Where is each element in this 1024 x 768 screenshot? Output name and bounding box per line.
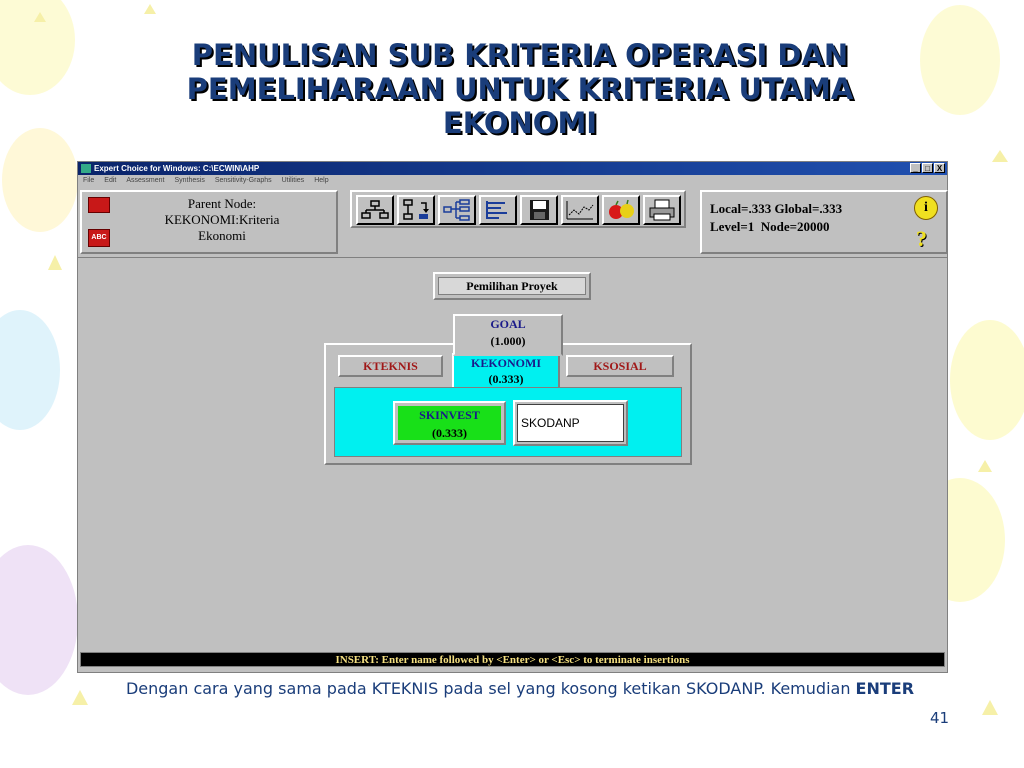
compare-button[interactable] [602,195,640,225]
parent-node-desc: Ekonomi [198,228,246,243]
save-icon [524,199,554,221]
window-controls [910,163,945,173]
new-node-input[interactable] [517,404,624,442]
level-node: Level=1 Node=20000 [710,219,830,234]
hierarchy-edit-button[interactable] [397,195,435,225]
menu-file[interactable]: File [83,177,95,184]
print-button[interactable] [643,195,681,225]
graph-icon [565,199,595,221]
parent-node-text [122,196,322,244]
hierarchy-icon [360,199,390,221]
tree-icon [442,199,472,221]
window-titlebar[interactable] [78,162,947,175]
tab-ksosial-label: KSOSIAL [593,359,647,373]
tab-kteknis-label: KTEKNIS [363,359,418,373]
slide-title-line-2: PEMELIHARAAN UNTUK KRITERIA UTAMA [186,72,854,106]
node-info-panel [700,190,948,254]
caption-text: Dengan cara yang sama pada KTEKNIS pada sel yang kosong ketikan SKODANP. Kemudian [125,679,851,698]
tab-kteknis[interactable] [338,355,443,377]
save-button[interactable] [520,195,558,225]
help-icon[interactable]: ? [916,226,927,251]
menu-edit[interactable]: Edit [104,177,117,184]
book-icon[interactable] [88,197,110,213]
hierarchy-edit-icon [401,199,431,221]
menu-utilities[interactable]: Utilities [281,177,305,184]
subcriteria-panel [334,387,682,457]
goal-value: (1.000) [490,334,526,348]
tab-kekonomi[interactable] [452,353,560,391]
tab-kekonomi-label: KEKONOMI [470,356,541,370]
minimize-button[interactable]: _ [910,163,921,173]
project-goal-label: Pemilihan Proyek [438,277,586,295]
new-node-cell [513,400,628,446]
status-bar: INSERT: Enter name followed by <Enter> or <Esc> to terminate insertions [80,652,945,667]
window-title: Expert Choice for Windows: C:\ECWIN\AHP [94,164,260,173]
toolbar [350,190,686,228]
print-icon [647,199,677,221]
node-skinvest[interactable] [393,401,506,445]
tree-button[interactable] [438,195,476,225]
slide-title-line-3: EKONOMI [442,106,598,140]
parent-node-name: KEKONOMI:Kriteria [164,212,280,227]
menu-assessment[interactable]: Assessment [126,177,165,184]
menu-help[interactable]: Help [314,177,329,184]
menu-bar [78,175,947,187]
page-number: 41 [930,709,950,727]
graph-button[interactable] [561,195,599,225]
expert-choice-window [77,161,948,673]
hierarchy-button[interactable] [356,195,394,225]
tab-ksosial[interactable] [566,355,674,377]
node-skinvest-label: SKINVEST [419,408,480,422]
slide-caption [100,679,940,699]
slide-title-line-1: PENULISAN SUB KRITERIA OPERASI DAN [191,38,849,72]
goal-label: GOAL [490,317,526,331]
goal-node[interactable] [453,314,563,356]
close-button[interactable]: X [934,163,945,173]
list-icon [483,199,513,221]
menu-synthesis[interactable]: Synthesis [174,177,205,184]
criteria-frame [324,343,692,465]
local-global-priority: Local=.333 Global=.333 [710,201,843,216]
abc-icon[interactable]: ABC [88,229,110,247]
maximize-button[interactable]: □ [922,163,933,173]
slide-title [100,38,940,140]
project-goal-button[interactable] [433,272,591,300]
menu-sensitivity-graphs[interactable]: Sensitivity-Graphs [214,177,272,184]
parent-node-panel [80,190,338,254]
app-icon [81,164,91,173]
compare-fruit-icon [606,199,636,221]
parent-node-label: Parent Node: [187,196,257,211]
list-button[interactable] [479,195,517,225]
node-skinvest-value: (0.333) [432,426,467,440]
caption-emphasis: ENTER [855,679,915,698]
info-icon[interactable]: i [914,196,938,220]
node-info-text [710,200,842,236]
node-skinvest-box [398,406,501,440]
tab-kekonomi-value: (0.333) [488,372,524,386]
